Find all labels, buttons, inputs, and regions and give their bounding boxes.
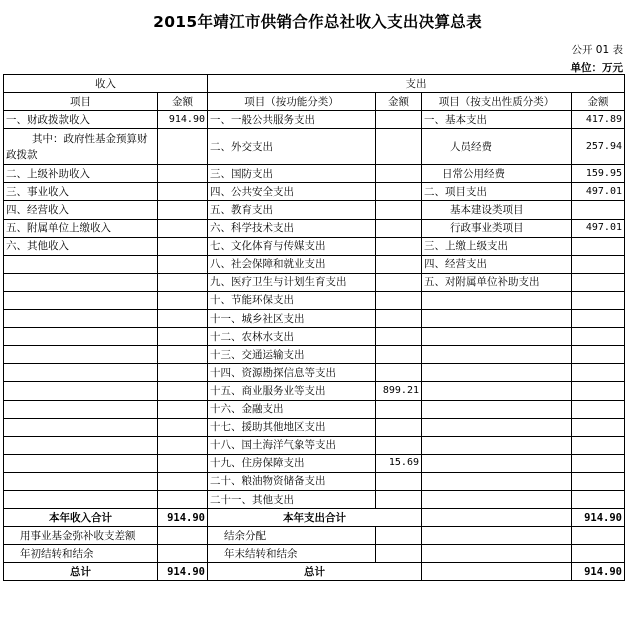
empty-cell — [376, 527, 422, 545]
func-amount — [376, 201, 422, 219]
nature-item: 人员经费 — [422, 129, 572, 165]
empty-cell — [4, 255, 158, 273]
func-amount — [376, 400, 422, 418]
func-amount — [376, 129, 422, 165]
grand-total-label: 总计 — [4, 563, 158, 581]
grand-total-income: 914.90 — [158, 563, 208, 581]
table-row — [4, 436, 625, 454]
header-row-1 — [4, 75, 625, 93]
empty-cell — [422, 400, 572, 418]
table-row — [4, 400, 625, 418]
begin-label: 年初结转和结余 — [4, 545, 158, 563]
income-amount-header: 金额 — [158, 93, 208, 111]
func-item: 十五、商业服务业等支出 — [208, 382, 376, 400]
func-item: 八、社会保障和就业支出 — [208, 255, 376, 273]
empty-cell — [422, 490, 572, 508]
func-amount — [376, 418, 422, 436]
func-item: 十四、资源勘探信息等支出 — [208, 364, 376, 382]
nature-item: 日常公用经费 — [422, 165, 572, 183]
func-amount — [376, 237, 422, 255]
income-header: 收入 — [4, 75, 208, 93]
func-item: 十三、交通运输支出 — [208, 346, 376, 364]
empty-cell — [422, 472, 572, 490]
empty-cell — [376, 545, 422, 563]
empty-cell — [4, 328, 158, 346]
table-row — [4, 382, 625, 400]
func-item: 十七、援助其他地区支出 — [208, 418, 376, 436]
empty-cell — [4, 490, 158, 508]
empty-cell — [572, 418, 625, 436]
func-amount — [376, 111, 422, 129]
func-item: 十八、国土海洋气象等支出 — [208, 436, 376, 454]
empty-cell — [4, 400, 158, 418]
func-amount — [376, 436, 422, 454]
func-item: 九、医疗卫生与计划生育支出 — [208, 273, 376, 291]
func-amount — [376, 291, 422, 309]
grand-total-expense: 914.90 — [572, 563, 625, 581]
empty-cell — [422, 364, 572, 382]
fund-row — [4, 527, 625, 545]
empty-cell — [158, 364, 208, 382]
empty-cell — [158, 418, 208, 436]
empty-cell — [158, 382, 208, 400]
empty-cell — [158, 255, 208, 273]
func-amount: 899.21 — [376, 382, 422, 400]
income-item: 一、财政拨款收入 — [4, 111, 158, 129]
empty-cell — [422, 291, 572, 309]
empty-cell — [4, 310, 158, 328]
income-total-label: 本年收入合计 — [4, 509, 158, 527]
surplus-dist-label: 结余分配 — [208, 527, 376, 545]
func-amount — [376, 364, 422, 382]
annual-total-row — [4, 509, 625, 527]
nature-item: 一、基本支出 — [422, 111, 572, 129]
income-item: 二、上级补助收入 — [4, 165, 158, 183]
empty-cell — [4, 382, 158, 400]
func-amount: 15.69 — [376, 454, 422, 472]
empty-cell — [158, 346, 208, 364]
income-amount — [158, 201, 208, 219]
nature-amount — [572, 201, 625, 219]
nature-item: 四、经营支出 — [422, 255, 572, 273]
func-item: 二、外交支出 — [208, 129, 376, 165]
empty-cell — [4, 346, 158, 364]
empty-cell — [422, 509, 572, 527]
empty-cell — [158, 545, 208, 563]
empty-cell — [422, 527, 572, 545]
nature-amount — [572, 237, 625, 255]
func-item: 五、教育支出 — [208, 201, 376, 219]
empty-cell — [158, 527, 208, 545]
table-row — [4, 255, 625, 273]
func-item: 三、国防支出 — [208, 165, 376, 183]
empty-cell — [158, 400, 208, 418]
func-item: 七、文化体育与传媒支出 — [208, 237, 376, 255]
nature-item-header: 项目（按支出性质分类） — [422, 93, 572, 111]
budget-table — [3, 74, 625, 581]
nature-amount: 497.01 — [572, 219, 625, 237]
table-row — [4, 454, 625, 472]
table-body — [4, 111, 625, 509]
table-row — [4, 490, 625, 508]
income-total-amount: 914.90 — [158, 509, 208, 527]
empty-cell — [572, 527, 625, 545]
expense-total-label: 本年支出合计 — [208, 509, 422, 527]
empty-cell — [572, 454, 625, 472]
empty-cell — [572, 346, 625, 364]
table-row — [4, 328, 625, 346]
table-row — [4, 165, 625, 183]
header-row-2 — [4, 93, 625, 111]
func-item: 二十、粮油物资储备支出 — [208, 472, 376, 490]
unit-label: 单位：万元 — [570, 62, 623, 74]
func-amount — [376, 310, 422, 328]
empty-cell — [572, 545, 625, 563]
empty-cell — [4, 454, 158, 472]
nature-item: 行政事业类项目 — [422, 219, 572, 237]
func-amount — [376, 472, 422, 490]
empty-cell — [572, 472, 625, 490]
func-amount-header: 金额 — [376, 93, 422, 111]
func-item: 二十一、其他支出 — [208, 490, 376, 508]
form-number: 公开 01 表 — [571, 44, 623, 56]
empty-cell — [422, 382, 572, 400]
empty-cell — [572, 310, 625, 328]
income-item: 四、经营收入 — [4, 201, 158, 219]
func-item: 十六、金融支出 — [208, 400, 376, 418]
func-amount — [376, 490, 422, 508]
func-item: 十九、住房保障支出 — [208, 454, 376, 472]
empty-cell — [158, 436, 208, 454]
empty-cell — [422, 436, 572, 454]
nature-amount — [572, 255, 625, 273]
nature-amount: 497.01 — [572, 183, 625, 201]
table-row — [4, 129, 625, 165]
empty-cell — [4, 273, 158, 291]
table-row — [4, 364, 625, 382]
table-row — [4, 201, 625, 219]
income-amount — [158, 219, 208, 237]
grand-total-label-2: 总计 — [208, 563, 422, 581]
empty-cell — [158, 472, 208, 490]
empty-cell — [572, 436, 625, 454]
nature-item: 二、项目支出 — [422, 183, 572, 201]
func-item: 一、一般公共服务支出 — [208, 111, 376, 129]
empty-cell — [158, 454, 208, 472]
empty-cell — [572, 328, 625, 346]
func-amount — [376, 255, 422, 273]
income-item: 五、附属单位上缴收入 — [4, 219, 158, 237]
empty-cell — [158, 490, 208, 508]
expense-header: 支出 — [208, 75, 625, 93]
table-row — [4, 111, 625, 129]
page-title: 2015年靖江市供销合作总社收入支出决算总表 — [153, 13, 482, 31]
empty-cell — [422, 545, 572, 563]
nature-amount: 257.94 — [572, 129, 625, 165]
func-amount — [376, 219, 422, 237]
func-amount — [376, 183, 422, 201]
income-amount — [158, 183, 208, 201]
empty-cell — [158, 310, 208, 328]
nature-item: 五、对附属单位补助支出 — [422, 273, 572, 291]
empty-cell — [572, 400, 625, 418]
empty-cell — [422, 328, 572, 346]
func-item: 十二、农林水支出 — [208, 328, 376, 346]
nature-amount-header: 金额 — [572, 93, 625, 111]
income-item: 六、其他收入 — [4, 237, 158, 255]
table-row — [4, 183, 625, 201]
func-item: 四、公共安全支出 — [208, 183, 376, 201]
nature-item: 三、上缴上级支出 — [422, 237, 572, 255]
table-row — [4, 219, 625, 237]
empty-cell — [572, 382, 625, 400]
empty-cell — [158, 328, 208, 346]
income-amount — [158, 129, 208, 165]
empty-cell — [4, 291, 158, 309]
nature-amount — [572, 273, 625, 291]
income-amount — [158, 165, 208, 183]
end-label: 年末结转和结余 — [208, 545, 376, 563]
empty-cell — [4, 418, 158, 436]
empty-cell — [422, 310, 572, 328]
func-item-header: 项目（按功能分类） — [208, 93, 376, 111]
income-item: 三、事业收入 — [4, 183, 158, 201]
empty-cell — [4, 436, 158, 454]
nature-amount: 417.89 — [572, 111, 625, 129]
table-row — [4, 273, 625, 291]
nature-amount: 159.95 — [572, 165, 625, 183]
empty-cell — [572, 291, 625, 309]
table-row — [4, 310, 625, 328]
func-amount — [376, 273, 422, 291]
empty-cell — [422, 418, 572, 436]
empty-cell — [4, 364, 158, 382]
table-row — [4, 418, 625, 436]
func-item: 十一、城乡社区支出 — [208, 310, 376, 328]
table-row — [4, 346, 625, 364]
empty-cell — [422, 346, 572, 364]
func-item: 十、节能环保支出 — [208, 291, 376, 309]
income-amount: 914.90 — [158, 111, 208, 129]
expense-total-amount: 914.90 — [572, 509, 625, 527]
fund-label: 用事业基金弥补收支差额 — [4, 527, 158, 545]
income-amount — [158, 237, 208, 255]
nature-item: 基本建设类项目 — [422, 201, 572, 219]
income-item-header: 项目 — [4, 93, 158, 111]
table-row — [4, 237, 625, 255]
table-row — [4, 472, 625, 490]
empty-cell — [158, 291, 208, 309]
empty-cell — [572, 364, 625, 382]
func-amount — [376, 165, 422, 183]
grand-total-row — [4, 563, 625, 581]
empty-cell — [572, 490, 625, 508]
income-item: 其中：政府性基金预算财政拨款 — [4, 129, 158, 165]
empty-cell — [4, 472, 158, 490]
func-amount — [376, 346, 422, 364]
empty-cell — [158, 273, 208, 291]
carryover-row — [4, 545, 625, 563]
func-item: 六、科学技术支出 — [208, 219, 376, 237]
table-row — [4, 291, 625, 309]
empty-cell — [422, 563, 572, 581]
func-amount — [376, 328, 422, 346]
empty-cell — [422, 454, 572, 472]
